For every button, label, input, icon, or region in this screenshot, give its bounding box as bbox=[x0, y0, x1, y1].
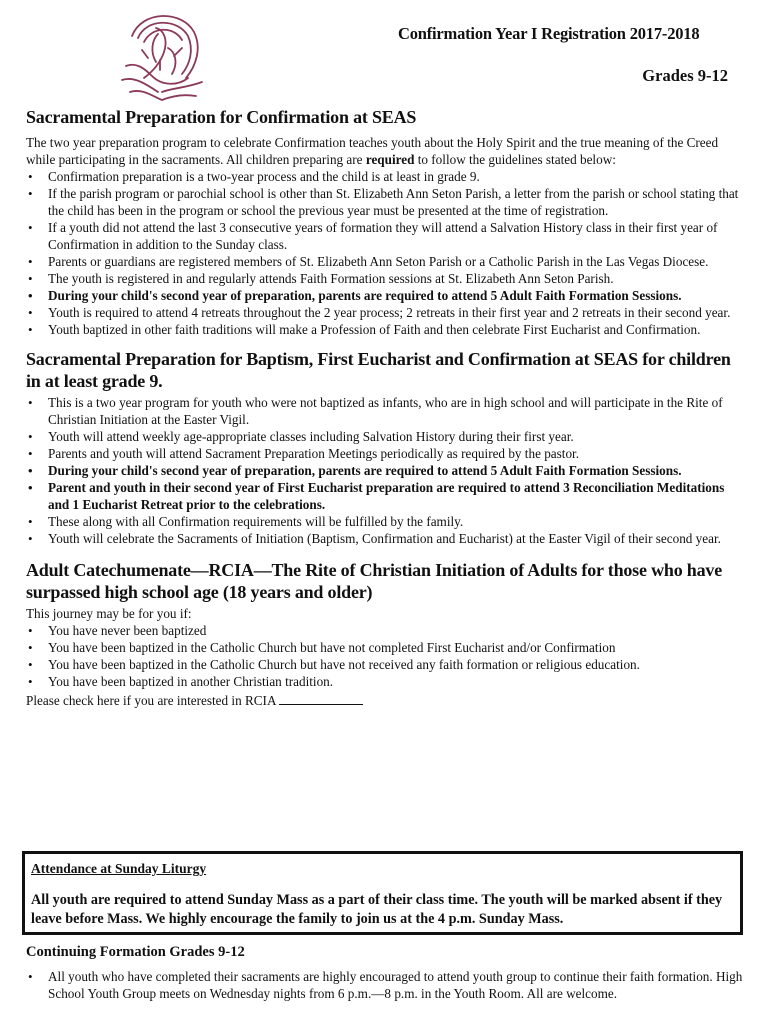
list-item: • Confirmation preparation is a two-year process and the child is at least in grade 9. bbox=[26, 168, 744, 185]
intro-required: required bbox=[365, 152, 415, 167]
list-item: • Youth baptized in other faith traditions will make a Profession of Faith and then celebrate First Eucharist and Confirmation. bbox=[26, 321, 744, 338]
continuing-formation-section bbox=[26, 942, 744, 1002]
confirmation-section bbox=[26, 106, 744, 338]
list-item: • If the parish program or parochial school is other than St. Elizabeth Ann Seton Parish, a letter from the parish or school stating that the child has been in the program or school the previous year must be presented at the time of registration. bbox=[26, 185, 744, 219]
continuing-formation-heading: Continuing Formation Grades 9-12 bbox=[26, 944, 245, 960]
rcia-check-blank[interactable] bbox=[279, 694, 363, 705]
baptism-heading: Sacramental Preparation for Baptism, First Eucharist and Confirmation at SEAS for children in at least grade 9. bbox=[26, 349, 731, 391]
grades-label: Grades 9-12 bbox=[642, 66, 728, 85]
rcia-section bbox=[26, 559, 744, 709]
confirmation-guidelines-list bbox=[26, 168, 744, 338]
rcia-interest-line bbox=[26, 692, 744, 709]
list-item: • Parent and youth in their second year of First Eucharist preparation are required to attend 3 Reconciliation Meditations and 1 Eucharist Retreat prior to the celebrations. bbox=[26, 479, 744, 513]
registration-title: Confirmation Year I Registration 2017-2018 bbox=[398, 24, 700, 43]
list-item: • You have been baptized in another Christian tradition. bbox=[26, 673, 744, 690]
attendance-heading: Attendance at Sunday Liturgy bbox=[31, 861, 207, 876]
list-item: • Youth is required to attend 4 retreats throughout the 2 year process; 2 retreats in their first year and 2 retreats in their second year. bbox=[26, 304, 744, 321]
rcia-check-label: Please check here if you are interested in RCIA bbox=[26, 693, 276, 708]
list-item: • If a youth did not attend the last 3 consecutive years of formation they will attend a Salvation History class in their first year of Confirmation in addition to the Sunday class. bbox=[26, 219, 744, 253]
dove-holy-spirit-logo bbox=[112, 6, 214, 106]
intro-text: The two year preparation program to celebrate Confirmation teaches youth about the Holy Spirit and the true meaning of the Creed while participating in the sacraments. All children preparing are bbox=[26, 135, 719, 167]
attendance-box bbox=[22, 851, 743, 935]
list-item: • Youth will attend weekly age-appropriate classes including Salvation History during their first year. bbox=[26, 428, 744, 445]
list-item: • Parents or guardians are registered members of St. Elizabeth Ann Seton Parish or a Catholic Parish in the Las Vegas Diocese. bbox=[26, 253, 744, 270]
intro-text-end: to follow the guidelines stated below: bbox=[414, 152, 616, 167]
baptism-section bbox=[26, 348, 744, 547]
list-item: • Parents and youth will attend Sacrament Preparation Meetings periodically as required by the pastor. bbox=[26, 445, 744, 462]
list-item: • You have been baptized in the Catholic Church but have not completed First Eucharist and/or Confirmation bbox=[26, 639, 744, 656]
list-item: • Youth will celebrate the Sacraments of Initiation (Baptism, Confirmation and Eucharist) at the Easter Vigil of their second year. bbox=[26, 530, 744, 547]
confirmation-heading: Sacramental Preparation for Confirmation at SEAS bbox=[26, 107, 417, 127]
confirmation-intro bbox=[26, 134, 744, 168]
rcia-list bbox=[26, 622, 744, 690]
list-item: • All youth who have completed their sacraments are highly encouraged to attend youth group to continue their faith formation. High School Youth Group meets on Wednesday nights from 6 p.m.—8 p.m. in the Youth Room. All are welcome. bbox=[26, 968, 744, 1002]
list-item: • The youth is registered in and regularly attends Faith Formation sessions at St. Elizabeth Ann Seton Parish. bbox=[26, 270, 744, 287]
attendance-text: All youth are required to attend Sunday Mass as a part of their class time. The youth will be marked absent if they leave before Mass. We highly encourage the family to join us at the 4 p.m. Sunday Mass. bbox=[31, 892, 723, 927]
baptism-list bbox=[26, 394, 744, 547]
list-item: • This is a two year program for youth who were not baptized as infants, who are in high school and will participate in the Rite of Christian Initiation at the Easter Vigil. bbox=[26, 394, 744, 428]
list-item: • You have been baptized in the Catholic Church but have not received any faith formation or religious education. bbox=[26, 656, 744, 673]
rcia-heading: Adult Catechumenate—RCIA—The Rite of Christian Initiation of Adults for those who have surpassed high school age (18 years and older) bbox=[26, 560, 722, 602]
list-item: • These along with all Confirmation requirements will be fulfilled by the family. bbox=[26, 513, 744, 530]
main-content bbox=[26, 106, 744, 709]
rcia-intro: This journey may be for you if: bbox=[26, 606, 192, 621]
list-item: • During your child's second year of preparation, parents are required to attend 5 Adult Faith Formation Sessions. bbox=[26, 462, 744, 479]
continuing-formation-list bbox=[26, 968, 744, 1002]
list-item: • You have never been baptized bbox=[26, 622, 744, 639]
list-item: • During your child's second year of preparation, parents are required to attend 5 Adult Faith Formation Sessions. bbox=[26, 287, 744, 304]
